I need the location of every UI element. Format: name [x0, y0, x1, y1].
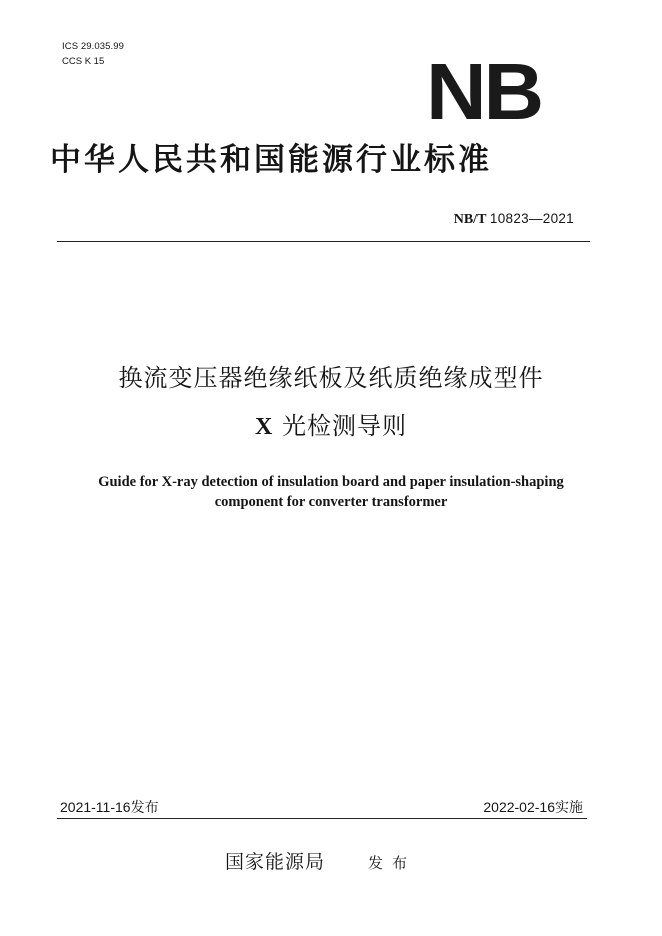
title-chinese-x: X	[255, 414, 274, 440]
standard-number-value: 10823—2021	[489, 211, 574, 226]
bottom-divider	[57, 818, 587, 819]
ccs-code: CCS K 15	[62, 56, 105, 67]
title-chinese-line-2	[0, 410, 662, 443]
implementation-date: 2022-02-16实施	[483, 799, 583, 815]
title-chinese-line-1: 换流变压器绝缘纸板及纸质绝缘成型件	[118, 364, 544, 392]
top-divider	[57, 241, 590, 242]
standard-number	[454, 210, 574, 229]
issue-label: 发布	[368, 854, 417, 872]
title-chinese-line-2-rest: 光检测导则	[281, 412, 407, 440]
industry-standard-heading: 中华人民共和国能源行业标准	[50, 142, 492, 178]
title-english-line-2: component for converter transformer	[214, 494, 448, 510]
issuing-authority: 国家能源局	[225, 851, 326, 873]
issue-date: 2021-11-16发布	[60, 799, 159, 815]
title-english-line-1: Guide for X-ray detection of insulation board and paper insulation-shaping	[98, 474, 564, 490]
ics-code: ICS 29.035.99	[62, 41, 125, 52]
nb-logo: NB	[426, 47, 542, 136]
standard-number-prefix: NB/T	[453, 212, 487, 227]
